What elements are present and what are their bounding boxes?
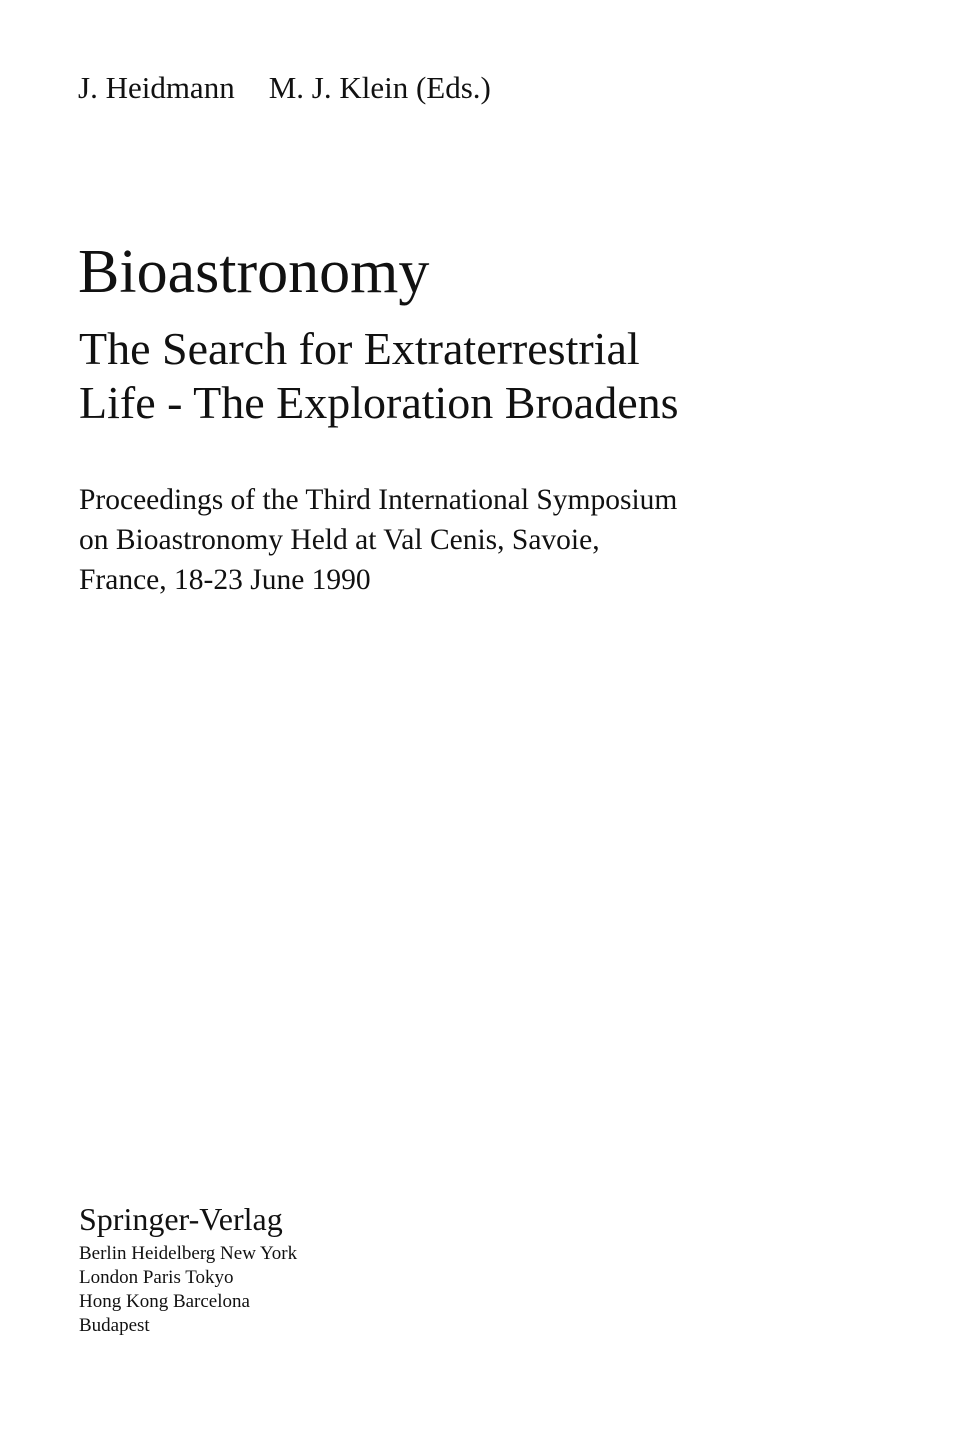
editors [78, 68, 491, 108]
book-title: Bioastronomy [78, 238, 430, 306]
proceedings-line: on Bioastronomy Held at Val Cenis, Savoie, [79, 524, 600, 556]
book-subtitle [79, 322, 679, 430]
city-line: Berlin Heidelberg New York [79, 1243, 298, 1264]
publisher-name: Springer-Verlag [79, 1201, 283, 1237]
proceedings-description [79, 480, 677, 600]
proceedings-line: France, 18-23 June 1990 [79, 564, 371, 596]
city-line: Budapest [79, 1315, 150, 1336]
editor-name: M. J. Klein (Eds.) [268, 70, 491, 105]
publisher-cities [79, 1242, 297, 1338]
editor-name: J. Heidmann [78, 70, 235, 105]
proceedings-line: Proceedings of the Third International Symposium [79, 484, 678, 516]
subtitle-line: Life - The Exploration Broadens [79, 377, 679, 428]
subtitle-line: The Search for Extraterrestrial [79, 323, 640, 374]
publisher-block [79, 1198, 297, 1338]
city-line: London Paris Tokyo [79, 1267, 234, 1288]
city-line: Hong Kong Barcelona [79, 1291, 250, 1312]
